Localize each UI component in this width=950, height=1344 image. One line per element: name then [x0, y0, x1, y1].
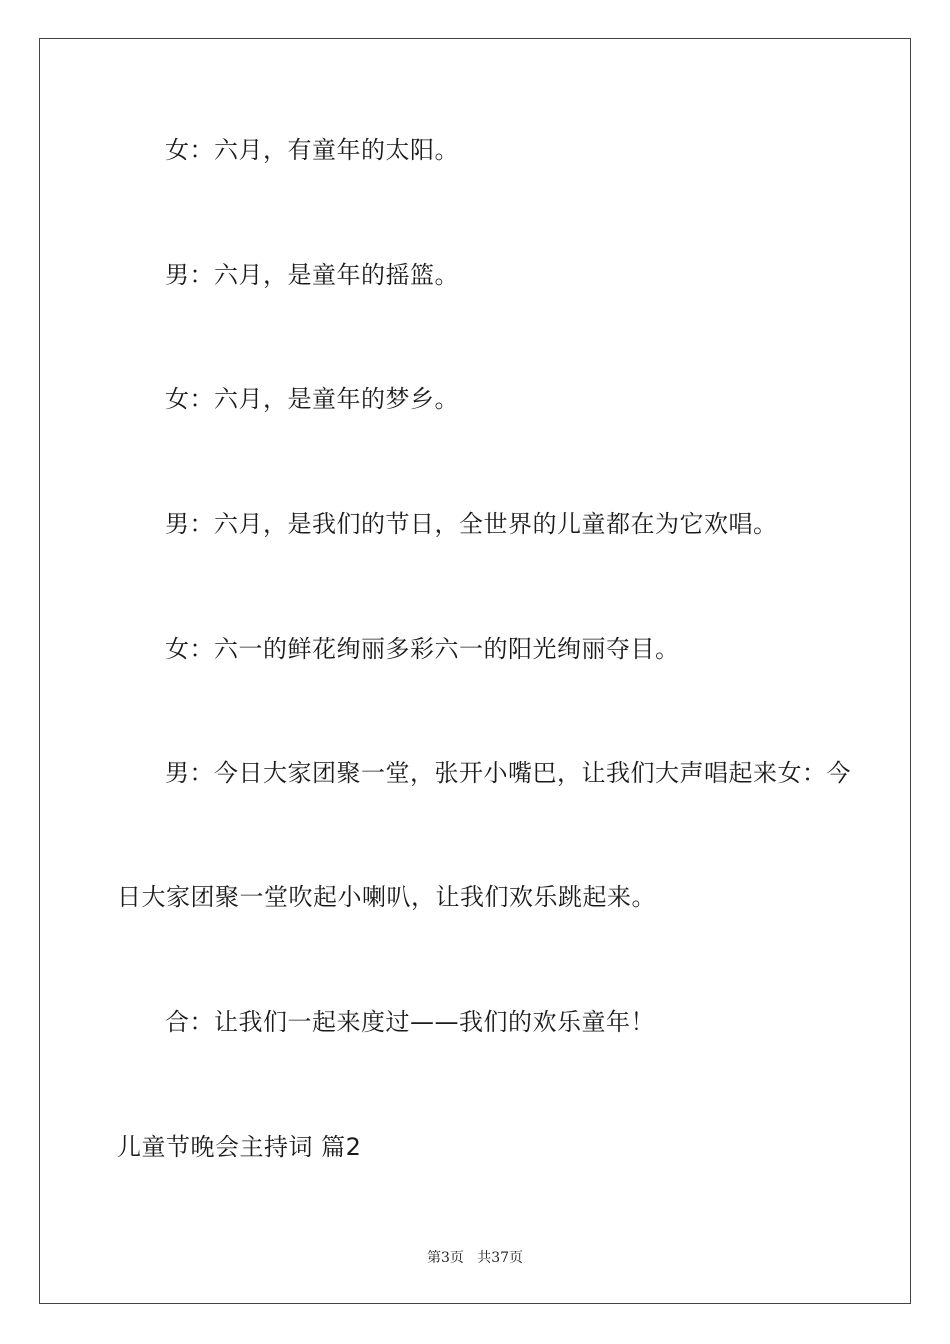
section-heading: 儿童节晚会主持词 篇2	[117, 1133, 362, 1161]
dialogue-line: 女：六一的鲜花绚丽多彩六一的阳光绚丽夺目。	[165, 635, 680, 663]
page-number-footer: 第3页 共37页	[426, 1250, 524, 1266]
dialogue-line: 男：六月，是我们的节日，全世界的儿童都在为它欢唱。	[165, 510, 778, 538]
dialogue-line: 女：六月，有童年的太阳。	[165, 136, 459, 164]
page-border	[39, 38, 911, 1304]
dialogue-line: 男：今日大家团聚一堂，张开小嘴巴，让我们大声唱起来女：今	[165, 759, 851, 787]
dialogue-line: 女：六月，是童年的梦乡。	[165, 385, 459, 413]
dialogue-line-continued: 日大家团聚一堂吹起小喇叭，让我们欢乐跳起来。	[117, 883, 656, 911]
dialogue-line: 男：六月，是童年的摇篮。	[165, 261, 459, 289]
dialogue-line: 合：让我们一起来度过——我们的欢乐童年！	[165, 1008, 655, 1036]
